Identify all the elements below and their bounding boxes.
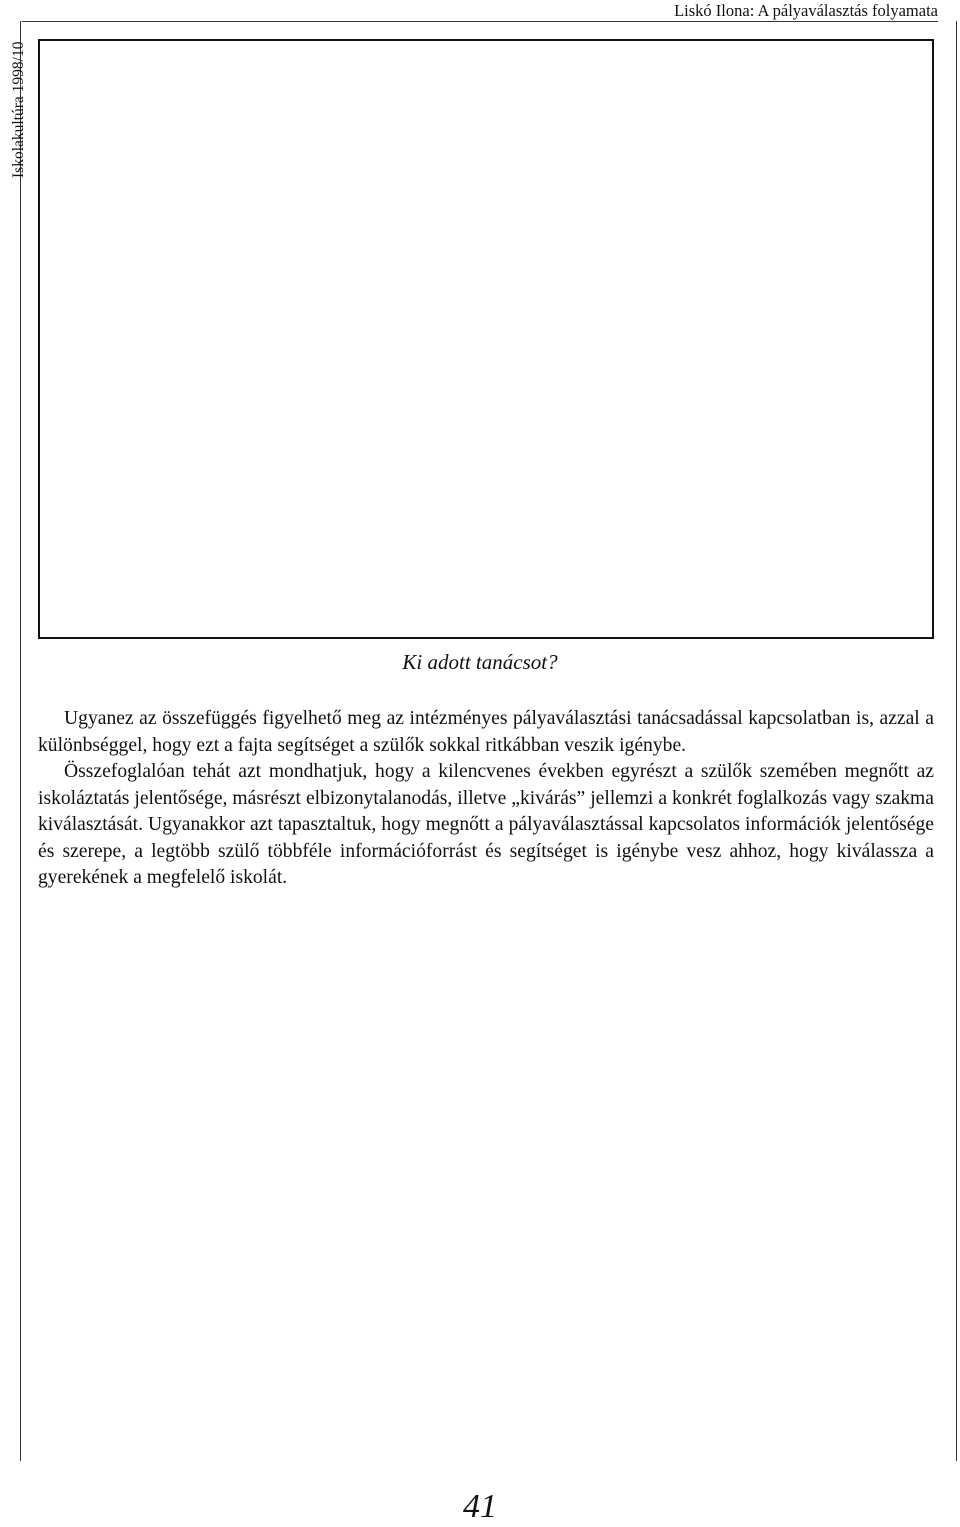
header-rule [22, 21, 938, 22]
left-margin-rule [20, 21, 21, 1461]
right-margin-rule [956, 21, 957, 1461]
running-head: Liskó Ilona: A pályaválasztás folyamata [674, 1, 938, 20]
body-text [38, 706, 934, 892]
figure-frame [38, 39, 934, 639]
paragraph-2: Összefoglalóan tehát azt mondhatjuk, hogy a kilencvenes években egyrészt a szülők szemében megnőtt az iskoláztatás jelentősége, másrészt elbizonytalanodás, illetve „kivárás” jellemzi a konkrét foglalkozás vagy szakma kiválasztását. Ugyanakkor azt tapasztaltuk, hogy megnőtt a pályaválasztással kapcsolatos információk jelentősége és szerepe, a legtöbb szülő többféle információforrást és segítséget is igénybe vesz ahhoz, hogy kiválassza a gyerekének a megfelelő iskolát. [38, 761, 934, 888]
page-number: 41 [463, 1488, 497, 1525]
journal-side-label: Iskolakultúra 1998/10 [10, 41, 27, 178]
figure-caption: Ki adott tanácsot? [402, 650, 558, 674]
paragraph-1: Ugyanez az összefüggés figyelhető meg az intézményes pályaválasztási tanácsadással kapcsolatban is, azzal a különbséggel, hogy ezt a fajta segítséget a szülők sokkal ritkábban veszik igénybe. [38, 708, 934, 756]
